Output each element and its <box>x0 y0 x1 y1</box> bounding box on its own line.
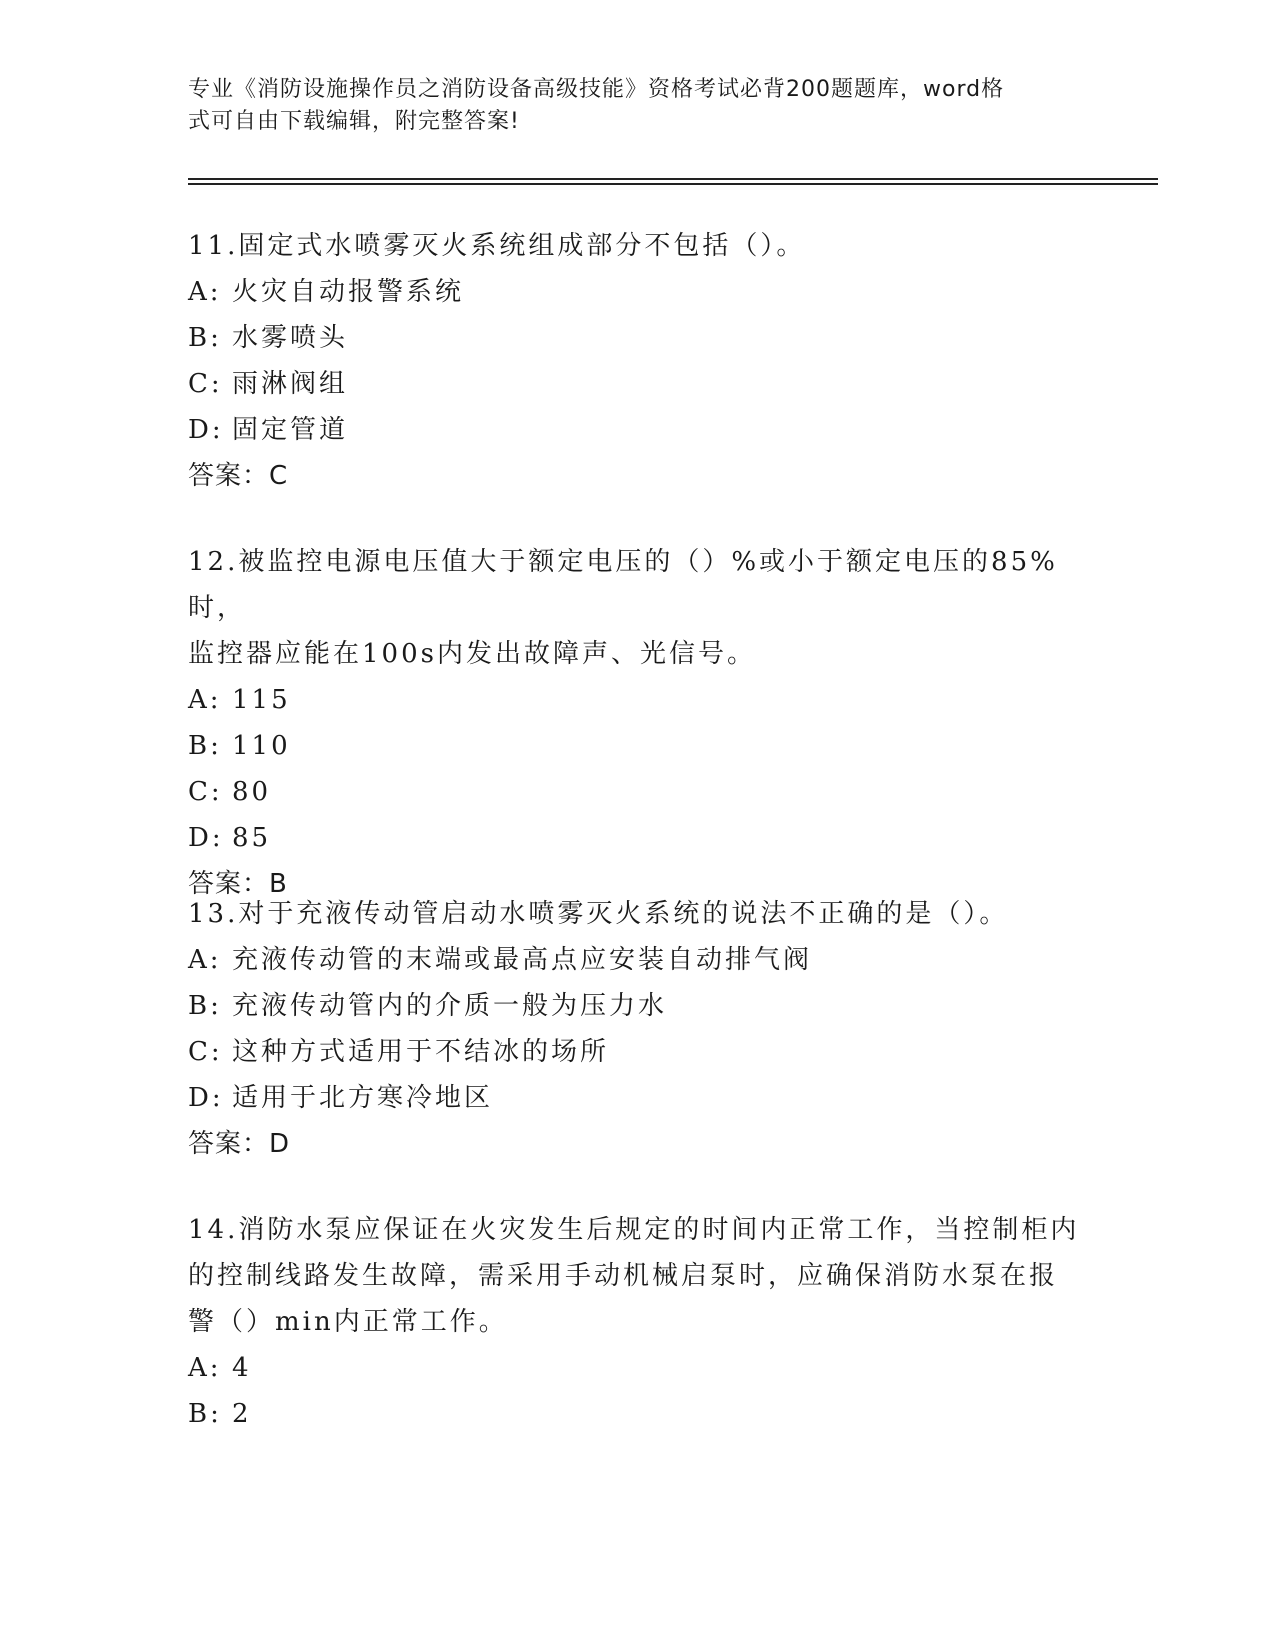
option-key: B: <box>188 323 222 353</box>
option-c <box>188 361 1088 407</box>
header-divider-2 <box>188 183 1158 185</box>
question-14 <box>188 1207 1088 1437</box>
option-key: B: <box>188 991 222 1021</box>
option-text: 适用于北方寒冷地区 <box>232 1083 494 1113</box>
option-key: C: <box>188 369 223 399</box>
option-text: 115 <box>232 685 291 715</box>
option-text: 雨淋阀组 <box>232 369 349 399</box>
option-key: B: <box>188 731 222 761</box>
option-c <box>188 1029 1088 1075</box>
header-line-2: 式可自由下载编辑，附完整答案! <box>188 109 520 134</box>
question-stem: 11.固定式水喷雾灭火系统组成部分不包括（）。 <box>188 231 806 261</box>
header-line-1: 专业《消防设施操作员之消防设备高级技能》资格考试必背200题题库，word格 <box>188 77 1005 102</box>
option-b <box>188 723 1088 769</box>
question-stem-line-1: 14.消防水泵应保证在火灾发生后规定的时间内正常工作，当控制柜内 <box>188 1215 1080 1245</box>
document-header <box>188 74 1088 138</box>
option-text: 85 <box>232 823 272 853</box>
question-12 <box>188 539 1088 907</box>
option-text: 这种方式适用于不结冰的场所 <box>232 1037 610 1067</box>
question-stem-line-1: 12.被监控电源电压值大于额定电压的（）%或小于额定电压的85%时， <box>188 547 1058 623</box>
option-d <box>188 407 1088 453</box>
option-a <box>188 677 1088 723</box>
answer-line: 答案：B <box>188 869 288 899</box>
option-d <box>188 1075 1088 1121</box>
option-key: C: <box>188 1037 223 1067</box>
option-text: 充液传动管内的介质一般为压力水 <box>232 991 668 1021</box>
option-key: D: <box>188 415 224 445</box>
option-text: 2 <box>232 1399 252 1429</box>
option-c <box>188 769 1088 815</box>
question-stem-line-2: 的控制线路发生故障，需采用手动机械启泵时，应确保消防水泵在报 <box>188 1261 1059 1291</box>
option-key: B: <box>188 1399 222 1429</box>
option-text: 水雾喷头 <box>232 323 349 353</box>
option-d <box>188 815 1088 861</box>
option-a <box>188 269 1088 315</box>
option-key: C: <box>188 777 223 807</box>
option-text: 110 <box>232 731 291 761</box>
option-text: 火灾自动报警系统 <box>232 277 465 307</box>
option-key: A: <box>188 685 222 715</box>
question-13 <box>188 891 1088 1167</box>
option-key: D: <box>188 1083 224 1113</box>
option-b <box>188 983 1088 1029</box>
question-11 <box>188 223 1088 499</box>
option-text: 固定管道 <box>232 415 349 445</box>
option-key: D: <box>188 823 224 853</box>
answer-line: 答案：C <box>188 461 289 491</box>
option-a <box>188 937 1088 983</box>
option-key: A: <box>188 1353 222 1383</box>
option-text: 充液传动管的末端或最高点应安装自动排气阀 <box>232 945 813 975</box>
question-stem: 13.对于充液传动管启动水喷雾灭火系统的说法不正确的是（）。 <box>188 899 1009 929</box>
question-stem-line-3: 警（）min内正常工作。 <box>188 1307 508 1337</box>
option-text: 4 <box>232 1353 252 1383</box>
option-b <box>188 1391 1088 1437</box>
header-divider <box>188 178 1158 180</box>
option-key: A: <box>188 945 222 975</box>
answer-line: 答案：D <box>188 1129 291 1159</box>
option-key: A: <box>188 277 222 307</box>
option-text: 80 <box>232 777 272 807</box>
option-b <box>188 315 1088 361</box>
question-stem-line-2: 监控器应能在100s内发出故障声、光信号。 <box>188 639 756 669</box>
option-a <box>188 1345 1088 1391</box>
